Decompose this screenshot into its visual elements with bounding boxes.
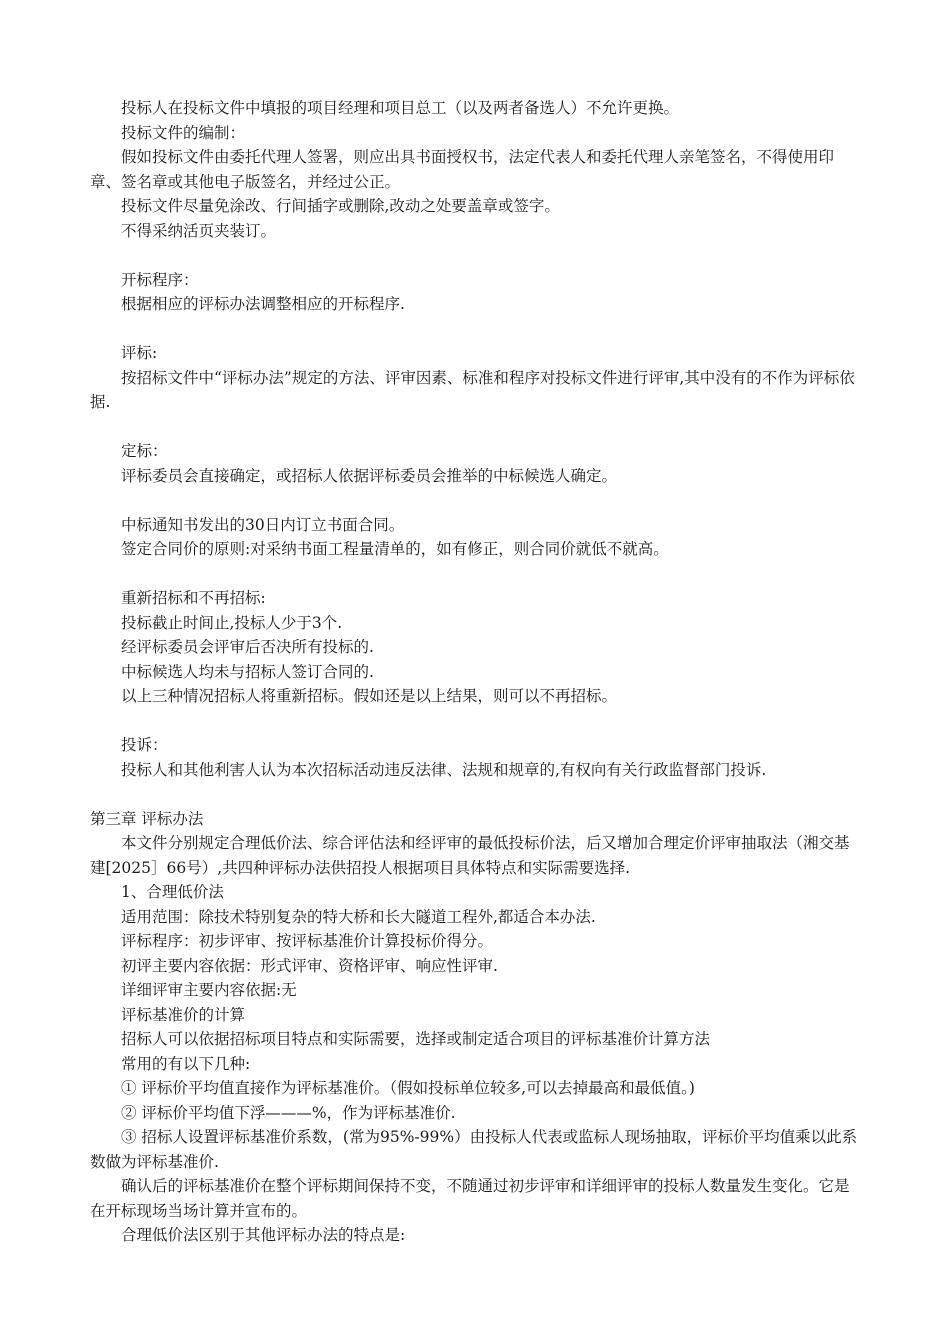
blank-line <box>90 243 860 268</box>
paragraph: 1、合理低价法 <box>121 883 224 901</box>
paragraph: 开标程序： <box>121 270 199 289</box>
paragraph: 投标截止时间止,投标人少于3个. <box>121 613 343 632</box>
blank-line <box>90 415 860 440</box>
paragraph: 以上三种情况招标人将重新招标。假如还是以上结果，则可以不再招标。 <box>121 687 618 705</box>
paragraph: 本文件分别规定合理低价法、综合评估法和经评审的最低投标价法，后又增加合理定价评审抽取法（湘交基建[2025］66号）,共四种评标办法供招投人根据项目具体特点和实际需要选择. <box>90 834 850 877</box>
paragraph: ① 评标价平均值直接作为评标基准价。（假如投标单位较多,可以去掉最高和最低值。) <box>121 1079 695 1097</box>
chapter-heading: 第三章 评标办法 <box>90 809 204 828</box>
paragraph: 初评主要内容依据：形式评审、资格评审、响应性评审. <box>121 956 498 975</box>
paragraph: 投标人在投标文件中填报的项目经理和项目总工（以及两者备选人）不允许更换。 <box>121 99 680 117</box>
paragraph: 经评标委员会评审后否决所有投标的. <box>121 638 374 656</box>
blank-line <box>90 709 860 734</box>
paragraph: 评标基准价的计算 <box>121 1005 246 1024</box>
paragraph: ③ 招标人设置评标基准价系数，(常为95%-99%）由投标人代表或监标人现场抽取，评标价平均值乘以此系数做为评标基准价. <box>90 1128 858 1171</box>
paragraph: 不得采纳活页夹装订。 <box>121 221 277 240</box>
paragraph: 评标委员会直接确定，或招标人依据评标委员会推举的中标候选人确定。 <box>121 466 618 485</box>
paragraph: 适用范围：除技术特别复杂的特大桥和长大隧道工程外,都适合本办法. <box>121 907 596 926</box>
paragraph: 投诉： <box>121 736 168 754</box>
paragraph: 签定合同价的原则:对采纳书面工程量清单的，如有修正，则合同价就低不就高。 <box>121 540 669 558</box>
blank-line <box>90 317 860 342</box>
paragraph: 根据相应的评标办法调整相应的开标程序. <box>121 295 405 313</box>
paragraph: 假如投标文件由委托代理人签署，则应出具书面授权书，法定代表人和委托代理人亲笔签名，不得使用印章、签名章或其他电子版签名，并经过公正。 <box>90 148 835 191</box>
paragraph: 招标人可以依据招标项目特点和实际需要，选择或制定适合项目的评标基准价计算方法 <box>121 1030 711 1048</box>
paragraph: 详细评审主要内容依据:无 <box>121 981 297 999</box>
paragraph: 投标文件尽量免涂改、行间插字或删除,改动之处要盖章或签字。 <box>121 197 560 215</box>
paragraph: 评标程序：初步评审、按评标基准价计算投标价得分。 <box>121 932 494 950</box>
paragraph: 合理低价法区别于其他评标办法的特点是: <box>121 1226 406 1244</box>
paragraph: 定标： <box>121 442 168 460</box>
paragraph: 确认后的评标基准价在整个评标期间保持不变，不随通过初步评审和详细评审的投标人数量发生变化。它是在开标现场当场计算并宣布的。 <box>90 1177 850 1220</box>
paragraph: 中标通知书发出的30日内订立书面合同。 <box>121 515 405 534</box>
paragraph: 评标: <box>121 344 158 362</box>
paragraph: 常用的有以下几种: <box>121 1054 251 1073</box>
paragraph: 投标人和其他利害人认为本次招标活动违反法律、法规和规章的,有权向有关行政监督部门投诉. <box>121 760 767 779</box>
document-body <box>90 96 860 1248</box>
blank-line <box>90 782 860 807</box>
paragraph: 按招标文件中“评标办法”规定的方法、评审因素、标准和程序对投标文件进行评审,其中没有的不作为评标依据. <box>90 368 855 411</box>
paragraph: 投标文件的编制： <box>121 123 246 142</box>
paragraph: 重新招标和不再招标: <box>121 589 266 607</box>
paragraph: 中标候选人均未与招标人签订合同的. <box>121 662 374 681</box>
blank-line <box>90 488 860 513</box>
blank-line <box>90 562 860 587</box>
paragraph: ② 评标价平均值下浮———%，作为评标基准价. <box>121 1103 456 1122</box>
